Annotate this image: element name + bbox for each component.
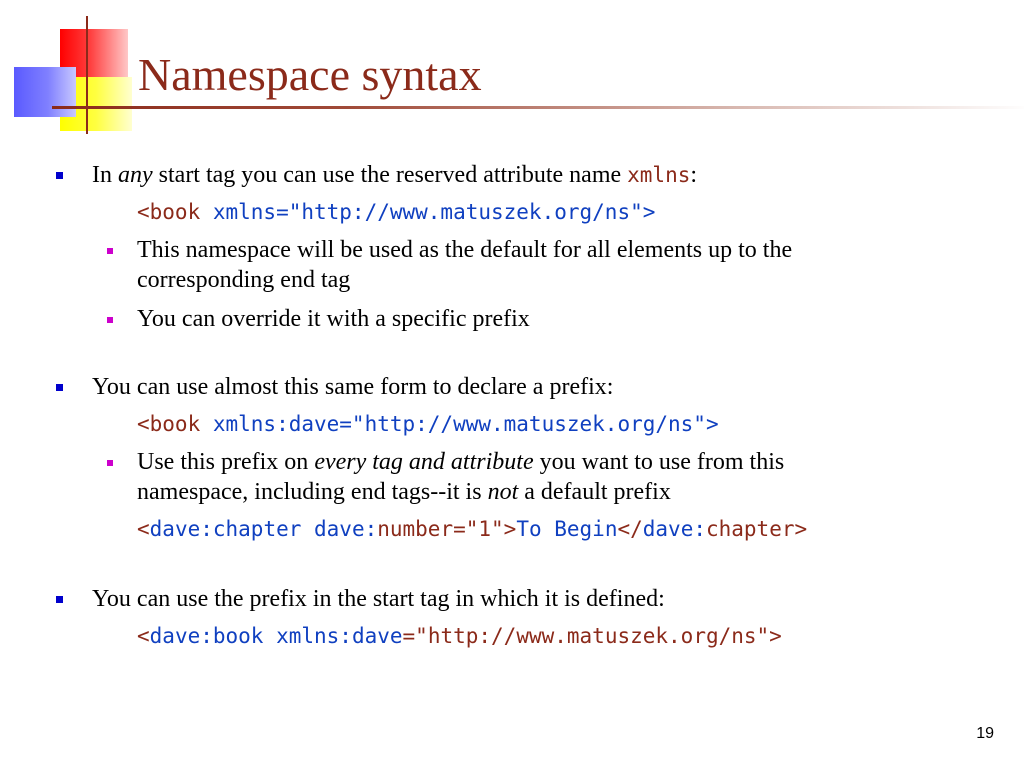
bullet-2-text: You can use almost this same form to declare a prefix: — [92, 374, 614, 400]
sub-bullet-text: You can override it with a specific prefix — [137, 306, 530, 332]
bullet-icon — [56, 172, 63, 179]
bullet-3-text: You can use the prefix in the start tag in which it is defined: — [92, 586, 665, 612]
code-example: <dave:chapter dave:number="1">To Begin</dave:chapter> — [137, 517, 808, 541]
sub-bullet-text: namespace, including end tags--it is not a default prefix — [137, 479, 671, 505]
sub-bullet-text: This namespace will be used as the default for all elements up to the — [137, 237, 793, 263]
sub-bullet-icon — [107, 317, 113, 323]
page-number: 19 — [976, 725, 994, 742]
sub-bullet-icon — [107, 248, 113, 254]
bullet-icon — [56, 384, 63, 391]
code-example: <book xmlns="http://www.matuszek.org/ns"> — [137, 200, 656, 224]
sub-bullet-text: corresponding end tag — [137, 267, 351, 293]
code-example: <dave:book xmlns:dave="http://www.matuszek.org/ns"> — [137, 624, 782, 648]
sub-bullet-text: Use this prefix on every tag and attribute you want to use from this — [137, 449, 785, 475]
bullet-icon — [56, 596, 63, 603]
code-example: <book xmlns:dave="http://www.matuszek.org/ns"> — [137, 412, 719, 436]
slide-title: Namespace syntax — [138, 49, 482, 100]
bullet-1-text: In any start tag you can use the reserved attribute name xmlns: — [92, 162, 698, 188]
inline-code: xmlns — [627, 163, 691, 187]
sub-bullet-icon — [107, 460, 113, 466]
